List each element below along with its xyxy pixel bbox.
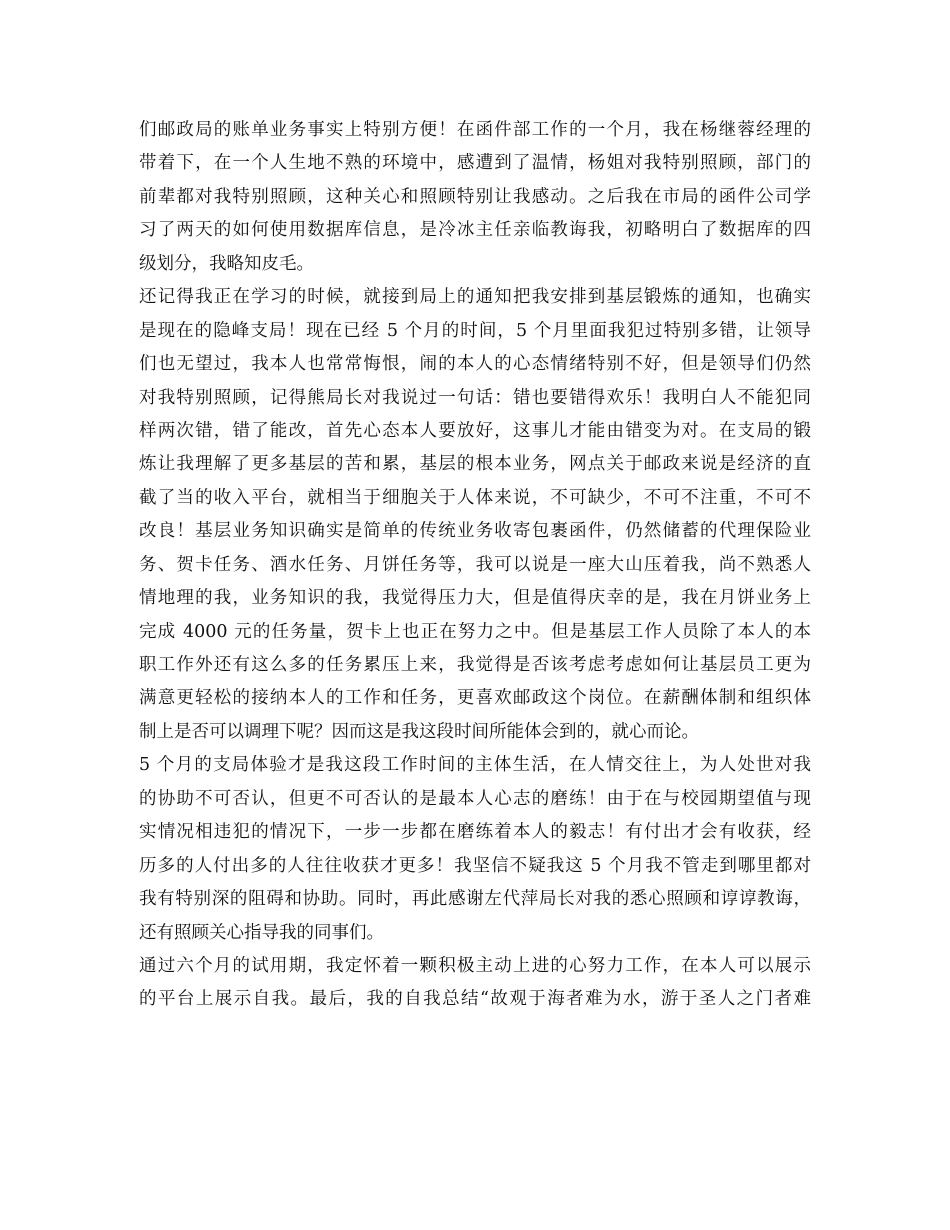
text-line: 截了当的收入平台，就相当于细胞关于人体来说，不可缺少，不可不注重，不可不 [139,487,811,508]
paragraph-training-at-letters-department [139,114,811,281]
document-body [139,114,811,1017]
text-line: 的协助不可否认，但更不可否认的是最本人心志的磨练！由于在与校园期望值与现 [139,788,811,809]
text-line: 还记得我正在学习的时候，就接到局上的通知把我安排到基层锻炼的通知，也确实 [139,287,811,308]
text-line: 们也无望过，我本人也常常悔恨，闹的本人的心态情绪特别不好，但是领导们仍然 [139,354,811,375]
text-line: 习了两天的如何使用数据库信息，是冷冰主任亲临教诲我，初略明白了数据库的四 [139,220,811,241]
text-line: 的平台上展示自我。最后，我的自我总结“故观于海者难为水，游于圣人之门者难 [139,989,811,1010]
text-line: 我有特别深的阻碍和协助。同时，再此感谢左代萍局长对我的悉心照顾和谆谆教诲， [139,889,811,910]
text-line: 情地理的我，业务知识的我，我觉得压力大，但是值得庆幸的是，我在月饼业务上 [139,588,811,609]
text-line: 满意更轻松的接纳本人的工作和任务，更喜欢邮政这个岗位。在薪酬体制和组织体 [139,688,811,709]
text-line: 5 个月的支局体验才是我这段工作时间的主体生活，在人情交往上，为人处世对我 [139,755,811,776]
text-line: 务、贺卡任务、酒水任务、月饼任务等，我可以说是一座大山压着我，尚不熟悉人 [139,554,811,575]
text-line: 还有照顾关心指导我的同事们。 [139,922,384,943]
text-line: 完成 4000 元的任务量，贺卡上也正在努力之中。但是基层工作人员除了本人的本 [139,621,811,642]
text-line: 改良！基层业务知识确实是简单的传统业务收寄包裹函件，仍然储蓄的代理保险业 [139,521,811,542]
text-line: 制上是否可以调理下呢？因而这是我这段时间所能体会到的，就心而论。 [139,721,699,742]
text-line: 实情况相违犯的情况下，一步一步都在磨练着本人的毅志！有付出才会有收获，经 [139,822,811,843]
text-line: 带着下，在一个人生地不熟的环境中，感遭到了温情，杨姐对我特别照顾，部门的 [139,153,811,174]
paragraph-five-month-reflection [139,749,811,950]
text-line: 样两次错，错了能改，首先心态本人要放好，这事儿才能由错变为对。在支局的锻 [139,420,811,441]
text-line: 通过六个月的试用期，我定怀着一颗积极主动上进的心努力工作，在本人可以展示 [139,955,811,976]
text-line: 对我特别照顾，记得熊局长对我说过一句话：错也要错得欢乐！我明白人不能犯同 [139,387,811,408]
text-line: 前辈都对我特别照顾，这种关心和照顾特别让我感动。之后我在市局的函件公司学 [139,186,811,207]
text-line: 级划分，我略知皮毛。 [139,253,314,274]
text-line: 们邮政局的账单业务事实上特别方便！在函件部工作的一个月，我在杨继蓉经理的 [139,120,811,140]
text-line: 是现在的隐峰支局！现在已经 5 个月的时间，5 个月里面我犯过特别多错，让领导 [139,320,811,341]
text-line: 职工作外还有这么多的任务累压上来，我觉得是否该考虑考虑如何让基层员工更为 [139,655,811,675]
text-line: 历多的人付出多的人往往收获才更多！我坚信不疑我这 5 个月我不管走到哪里都对 [139,855,811,876]
paragraph-probation-conclusion [139,950,811,1017]
paragraph-grassroots-branch-experience [139,281,811,749]
text-line: 炼让我理解了更多基层的苦和累，基层的根本业务，网点关于邮政来说是经济的直 [139,454,811,475]
